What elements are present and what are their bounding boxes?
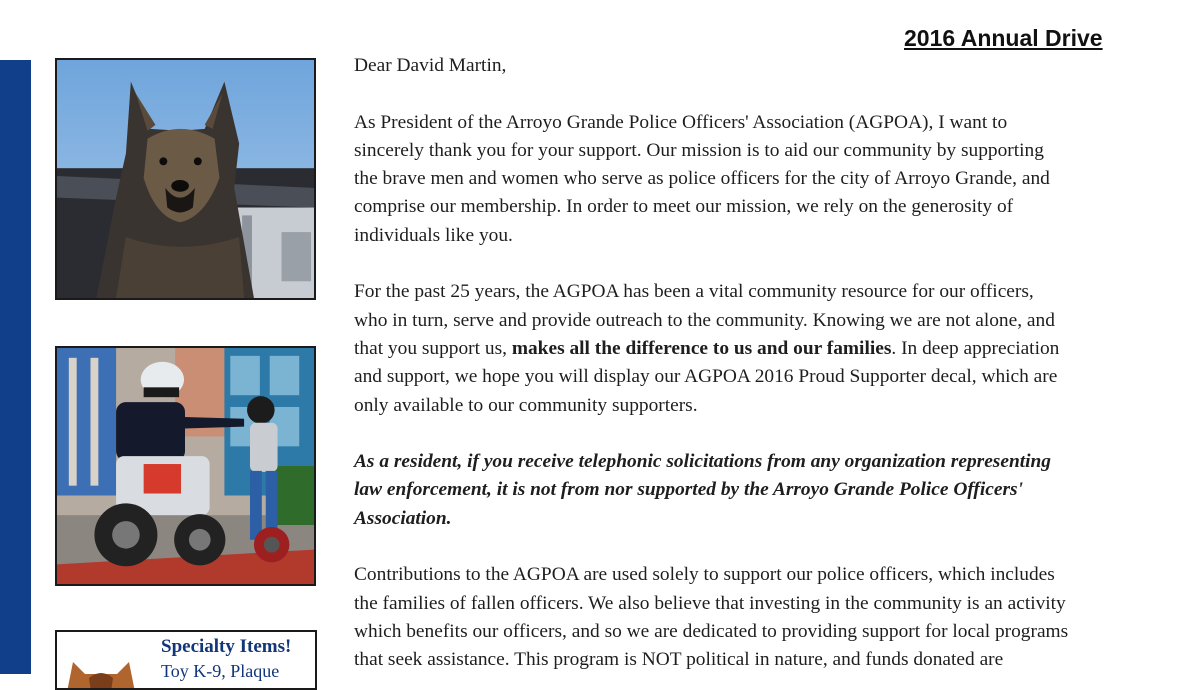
paragraph-line: who in turn, serve and provide outreach to the community. Knowing we are not alone, and bbox=[354, 309, 1055, 331]
specialty-items-subtitle: Toy K-9, Plaque bbox=[161, 661, 280, 681]
specialty-items-title: Specialty Items! bbox=[161, 636, 292, 657]
toy-k9-thumbnail bbox=[61, 658, 141, 690]
paragraph-line: which benefits our officers, and so we are dedicated to providing support for local programs bbox=[354, 620, 1069, 642]
motorcycle-officer-photo bbox=[55, 346, 316, 586]
paragraph-line: that seek assistance. This program is NOT political in nature, and funds donated are bbox=[354, 649, 1004, 671]
letter-body bbox=[354, 52, 1144, 675]
paragraph-line: Contributions to the AGPOA are used solely to support our police officers, which includes bbox=[354, 564, 1055, 586]
police-dog-photo bbox=[55, 58, 316, 300]
warning-line: law enforcement, it is not from nor supported by the Arroyo Grande Police Officers' bbox=[354, 479, 1023, 501]
annual-drive-heading: 2016 Annual Drive bbox=[904, 25, 1103, 51]
paragraph-line: comprise our membership. In order to meet our mission, we rely on the generosity of bbox=[354, 196, 1014, 218]
paragraph-line bbox=[354, 335, 1144, 363]
paragraph-line: the brave men and women who serve as police officers for the city of Arroyo Grande, and bbox=[354, 168, 1050, 190]
specialty-items-box bbox=[55, 630, 317, 690]
text-run: . In deep appreciation bbox=[891, 337, 1060, 359]
emphasis-text: makes all the difference to us and our families bbox=[511, 337, 892, 359]
paragraph-line: individuals like you. bbox=[354, 224, 513, 246]
blue-side-bar bbox=[0, 60, 31, 674]
paragraph-line: As President of the Arroyo Grande Police Officers' Association (AGPOA), I want to bbox=[354, 111, 1008, 133]
salutation: Dear David Martin, bbox=[354, 55, 507, 76]
paragraph-line: For the past 25 years, the AGPOA has been a vital community resource for our officers, bbox=[354, 281, 1034, 303]
warning-line: Association. bbox=[354, 507, 452, 529]
paragraph-line: sincerely thank you for your support. Our mission is to aid our community by supporting bbox=[354, 139, 1044, 161]
paragraph-line: the families of fallen officers. We also believe that investing in the community is an activity bbox=[354, 592, 1066, 614]
warning-line: As a resident, if you receive telephonic solicitations from any organization representing bbox=[354, 451, 1051, 473]
paragraph-line: and support, we hope you will display our AGPOA 2016 Proud Supporter decal, which are bbox=[354, 366, 1058, 388]
paragraph-line: only available to our community supporters. bbox=[354, 394, 698, 416]
text-run: that you support us, bbox=[354, 337, 512, 359]
